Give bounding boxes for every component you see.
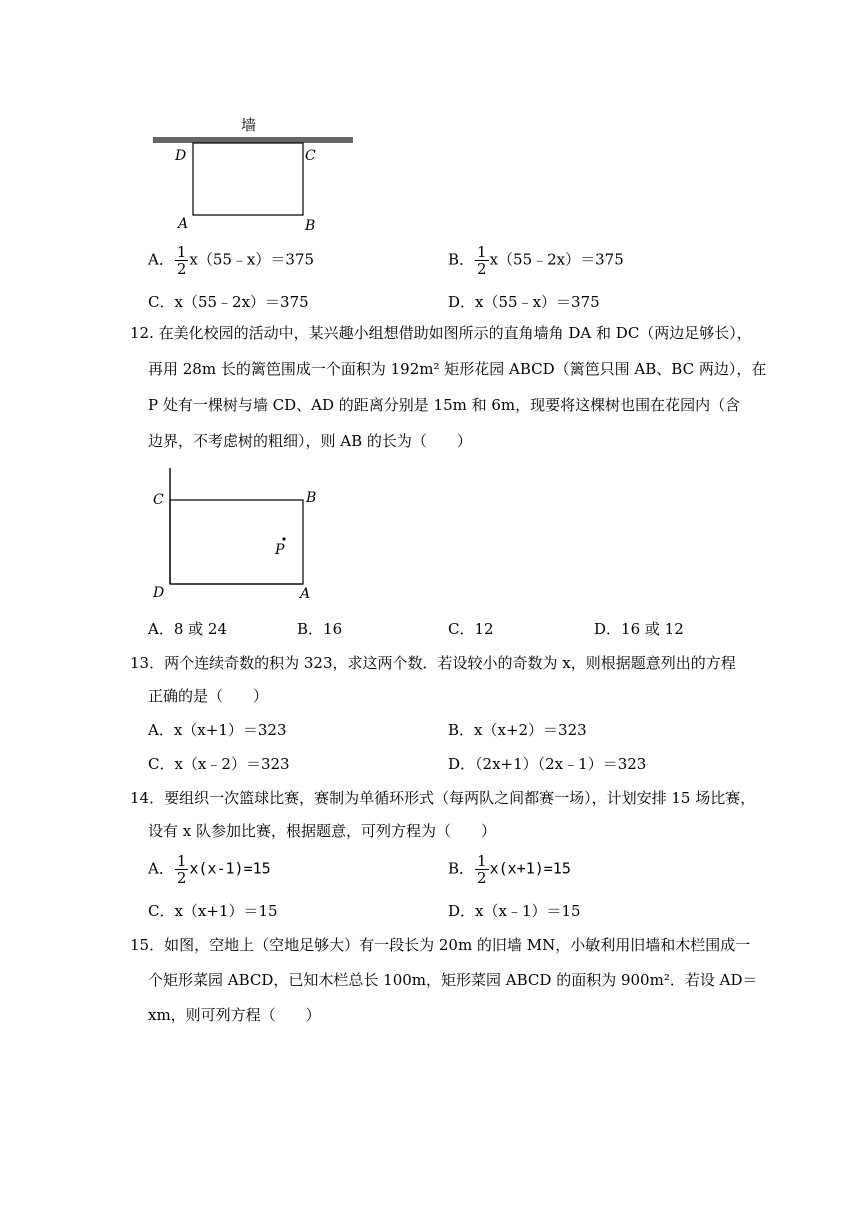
q14-option-d: D．x（x﹣1）＝15 [448,902,581,920]
option-letter: B． [448,250,475,269]
fraction [475,244,489,277]
q11-option-c [148,292,309,312]
option-letter: A． [148,859,174,878]
q12-option-c: C．12 [448,620,494,638]
q14-option-c: C．x（x+1）＝15 [148,902,278,920]
q12-line-4: 边界，不考虑树的粗细），则 AB 的长为（ ） [148,432,472,450]
q14-line-1: 14．要组织一次篮球比赛，赛制为单循环形式（每两队之间都赛一场），计划安排 15 场比赛， [130,789,756,807]
denominator: 2 [176,260,187,278]
fraction [175,853,189,886]
label-a: A [178,216,189,232]
numerator: 1 [477,852,487,870]
q14-line-2: 设有 x 队参加比赛，根据题意，可列方程为（ ） [148,822,496,840]
option-letter: C． [148,293,175,311]
q13-option-a: A．x（x+1）＝323 [148,721,287,739]
q13-option-b: B．x（x+2）＝323 [448,721,587,739]
option-expression: x(x-1)=15 [189,859,271,878]
option-expression: x（55﹣2x）＝375 [174,293,309,311]
q12-line-1: 12. 在美化校园的活动中，某兴趣小组想借助如图所示的直角墙角 DA 和 DC（两边足够长）， [130,324,752,342]
numerator: 1 [176,243,187,261]
q13-option-d: D．（2x+1）（2x﹣1）＝323 [448,755,647,773]
fraction [175,244,189,277]
q12-line-2: 再用 28m 长的篱笆围成一个面积为 192m² 矩形花园 ABCD（篱笆只围 AB、BC 两边），在 [148,360,767,378]
q13-line-1: 13．两个连续奇数的积为 323，求这两个数．若设较小的奇数为 x，则根据题意列出的方程 [130,654,736,672]
option-letter: A． [148,250,174,269]
wall-bar [153,137,353,143]
option-expression: x（55﹣x）＝375 [189,250,315,269]
denominator: 2 [477,869,487,887]
label-b: B [306,490,317,506]
q13-option-c: C．x（x﹣2）＝323 [148,755,290,773]
label-d: D [153,585,165,601]
q15-line-3: xm，则可列方程（ ） [148,1006,321,1024]
label-c: C [153,492,164,508]
q12-option-d: D．16 或 12 [594,620,684,638]
q11-option-b [448,244,624,277]
q12-option-a: A．8 或 24 [148,620,227,638]
numerator: 1 [477,243,487,261]
q15-line-2: 个矩形菜园 ABCD，已知木栏总长 100m，矩形菜园 ABCD 的面积为 900m²．若设 AD＝ [148,971,758,989]
q11-option-d [448,292,600,312]
label-p: P [275,542,285,558]
label-a: A [300,586,311,602]
q12-line-3: P 处有一棵树与墙 CD、AD 的距离分别是 15m 和 6m，现要将这棵树也围在花园内（含 [148,396,741,414]
denominator: 2 [477,260,487,278]
q12-figure [145,462,345,607]
q11-option-a [148,244,314,277]
label-c: C [305,148,316,164]
option-expression: x（55﹣2x）＝375 [489,250,624,269]
tree-point [282,537,285,540]
option-letter: B． [448,859,475,878]
q15-line-1: 15．如图，空地上（空地足够大）有一段长为 20m 的旧墙 MN，小敏利用旧墙和木栏围成一 [130,936,751,954]
option-letter: D． [448,293,476,311]
q14-option-a [148,853,271,886]
label-d: D [175,148,187,164]
wall-label: 墙 [241,116,257,134]
q13-line-2: 正确的是（ ） [148,687,269,705]
fraction [475,853,489,886]
option-expression: x（55﹣x）＝375 [475,293,600,311]
q12-option-b: B．16 [297,620,343,638]
option-expression: x(x+1)=15 [489,859,571,878]
garden-rectangle [193,143,303,215]
label-b: B [305,218,316,234]
denominator: 2 [176,869,187,887]
q11-figure [145,110,365,235]
numerator: 1 [176,852,187,870]
q14-option-b [448,853,571,886]
